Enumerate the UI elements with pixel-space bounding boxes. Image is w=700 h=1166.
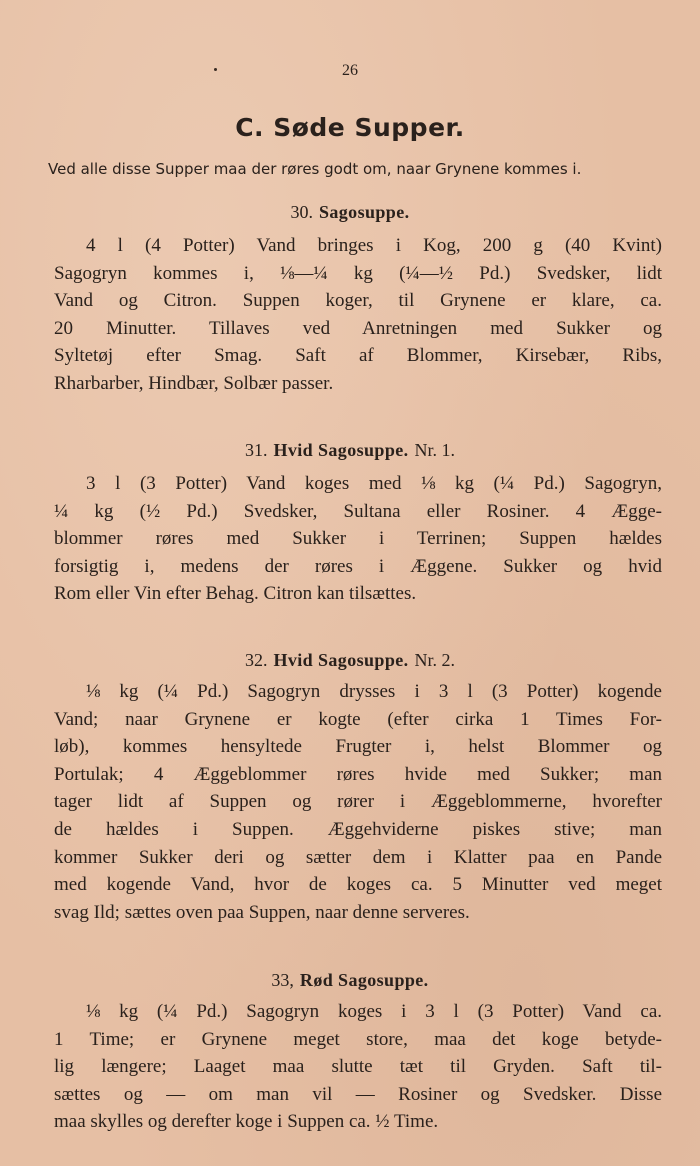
text-line: ⅛ kg (¼ Pd.) Sagogryn drysses i 3 l (3 Potter) kogende	[86, 681, 662, 702]
recipe-name: Rød Sagosuppe.	[299, 970, 429, 990]
text-line: ¼ kg (½ Pd.) Svedsker, Sultana eller Rosiner. 4 Ægge-	[54, 500, 662, 522]
recipe-heading-30	[0, 202, 700, 223]
recipe-name: Hvid Sagosuppe.	[273, 440, 409, 460]
text-line: de hældes i Suppen. Æggehviderne piskes stive; man	[54, 818, 662, 840]
text-line: ⅛ kg (¼ Pd.) Sagogryn koges i 3 l (3 Potter) Vand ca.	[86, 1001, 662, 1022]
recipe-name: Hvid Sagosuppe.	[273, 650, 409, 670]
text-line: Sagogryn kommes i, ⅛—¼ kg (¼—½ Pd.) Svedsker, lidt	[54, 262, 662, 284]
text-line: forsigtig i, medens der røres i Æggene. Sukker og hvid	[54, 555, 662, 577]
text-line: svag Ild; sættes oven paa Suppen, naar denne serveres.	[54, 901, 470, 923]
text-line: kommer Sukker deri og sætter dem i Klatter paa en Pande	[54, 846, 662, 868]
chapter-intro: Ved alle disse Supper maa der røres godt om, naar Grynene kommes i.	[48, 160, 582, 178]
text-line: sættes og — om man vil — Rosiner og Svedsker. Disse	[54, 1083, 662, 1105]
recipe-heading-31	[0, 440, 700, 461]
recipe-variant: Nr. 2.	[414, 650, 456, 670]
text-line: Rharbarber, Hindbær, Solbær passer.	[54, 372, 334, 394]
recipe-name: Sagosuppe.	[318, 202, 410, 222]
text-line: Rom eller Vin efter Behag. Citron kan tilsættes.	[54, 583, 417, 605]
text-line: Vand og Citron. Suppen koger, til Grynene er klare, ca.	[54, 290, 662, 312]
recipe-number: 33,	[271, 970, 294, 990]
text-line: Vand; naar Grynene er kogte (efter cirka 1 Times For-	[54, 708, 662, 730]
text-line: Syltetøj efter Smag. Saft af Blommer, Kirsebær, Ribs,	[54, 345, 662, 367]
text-line: tager lidt af Suppen og rører i Æggeblommerne, hvorefter	[54, 791, 662, 813]
text-line: 1 Time; er Grynene meget store, maa det koge betyde-	[54, 1028, 662, 1050]
recipe-variant: Nr. 1.	[414, 440, 456, 460]
recipe-heading-32	[0, 650, 700, 671]
page-number: 26	[342, 62, 358, 79]
recipe-heading-33	[0, 970, 700, 991]
chapter-title: C. Søde Supper.	[235, 113, 465, 142]
recipe-body-30	[54, 232, 662, 398]
text-line: 4 l (4 Potter) Vand bringes i Kog, 200 g (40 Kvint)	[86, 235, 662, 256]
text-line: 3 l (3 Potter) Vand koges med ⅛ kg (¼ Pd.) Sagogryn,	[86, 473, 662, 494]
recipe-body-31	[54, 470, 662, 608]
recipe-number: 30.	[290, 202, 313, 222]
recipe-number: 32.	[244, 650, 268, 670]
recipe-body-32	[54, 678, 662, 926]
text-line: med kogende Vand, hvor de koges ca. 5 Minutter ved meget	[54, 874, 662, 896]
text-line: 20 Minutter. Tillaves ved Anretningen med Sukker og	[54, 317, 662, 339]
text-line: løb), kommes hensyltede Frugter i, helst Blommer og	[54, 736, 662, 758]
text-line: Portulak; 4 Æggeblommer røres hvide med Sukker; man	[54, 763, 662, 785]
recipe-body-33	[54, 998, 662, 1136]
text-line: blommer røres med Sukker i Terrinen; Suppen hældes	[54, 528, 662, 550]
recipe-number: 31.	[244, 440, 268, 460]
text-line: maa skylles og derefter koge i Suppen ca. ½ Time.	[54, 1111, 439, 1133]
text-line: lig længere; Laaget maa slutte tæt til Gryden. Saft til-	[54, 1056, 662, 1078]
